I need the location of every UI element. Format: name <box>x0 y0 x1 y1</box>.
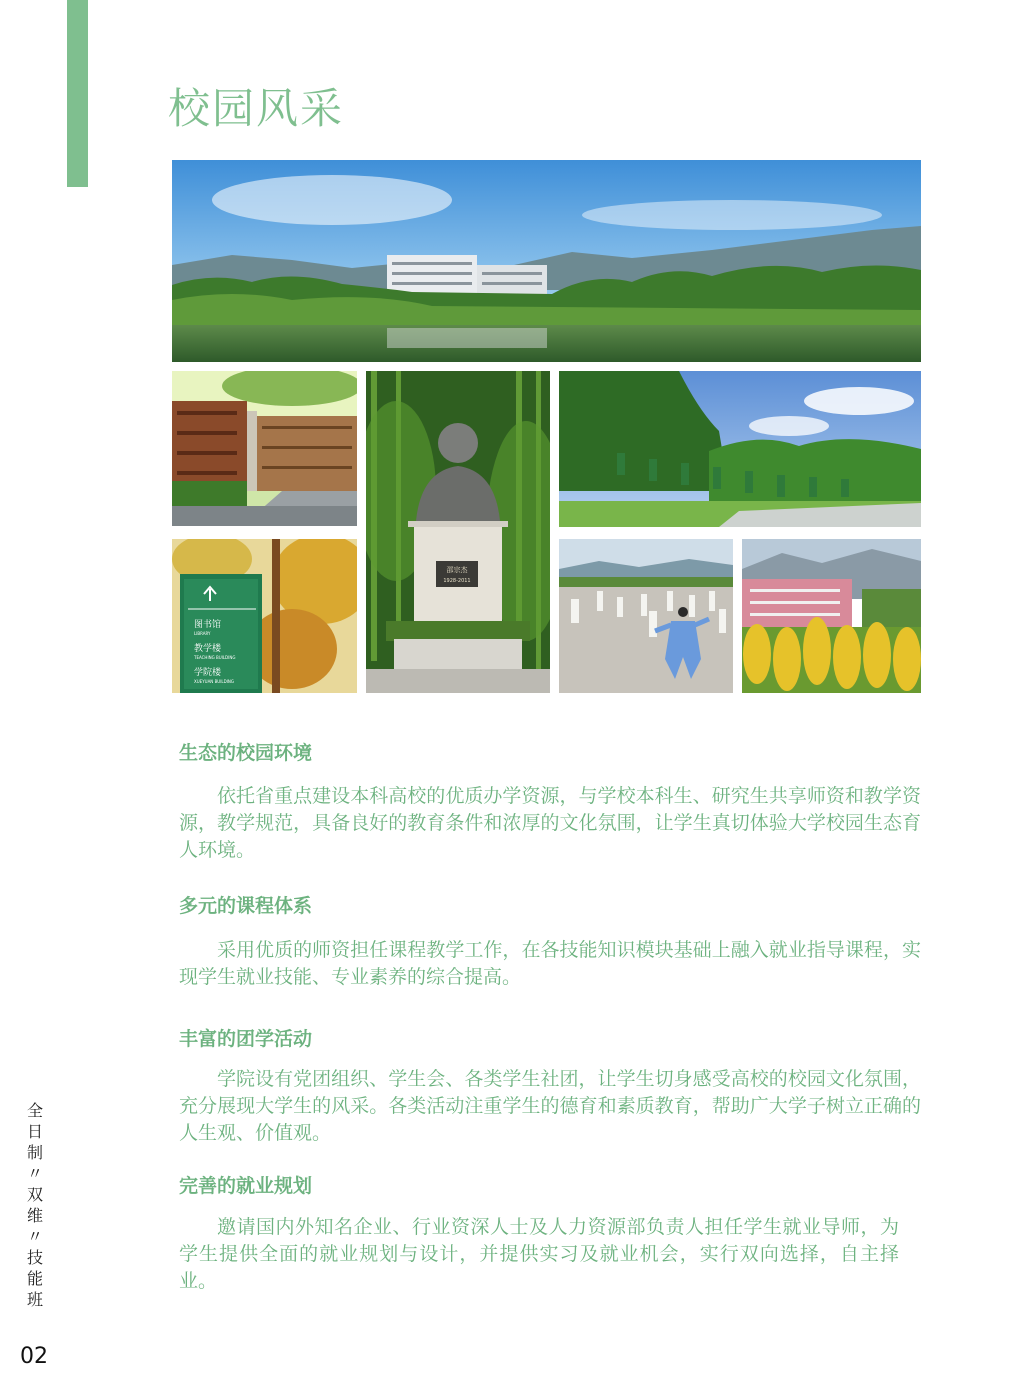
section-body-curriculum: 采用优质的师资担任课程教学工作，在各技能知识模块基础上融入就业指导课程，实现学生就业技能、专业素养的综合提高。 <box>179 939 921 988</box>
section-body-employment: 邀请国内外知名企业、行业资深人士及人力资源部负责人担任学生就业导师，为学生提供全面的就业规划与设计，并提供实习及就业机会，实行双向选择，自主择业。 <box>179 1216 899 1292</box>
sign-line-1-en: LIBRARY <box>194 631 211 636</box>
section-body-activities: 学院设有党团组织、学生会、各类学生社团，让学生切身感受高校的校园文化氛围，充分展现大学生的风采。各类活动注重学生的德育和素质教育，帮助广大学子树立正确的人生观、价值观。 <box>179 1068 921 1144</box>
garden-lawn-photo <box>559 371 921 527</box>
plaque-years: 1928-2011 <box>443 578 471 584</box>
page-title: 校园风采 <box>168 84 345 133</box>
tai-chi-photo <box>559 539 733 693</box>
sign-line-3-en: XUEYUAN BUILDING <box>194 679 234 684</box>
section-heading-activities: 丰富的团学活动 <box>179 1028 313 1050</box>
page-number: 02 <box>20 1344 48 1369</box>
section-heading-ecology: 生态的校园环境 <box>179 742 313 764</box>
sign-line-3: 学院楼 <box>194 668 222 678</box>
section-body-ecology: 依托省重点建设本科高校的优质办学资源，与学校本科生、研究生共享师资和教学资源，教学规范，具备良好的教育条件和浓厚的文化氛围，让学生真切体验大学校园生态育人环境。 <box>179 785 921 861</box>
sign-line-2-en: TEACHING BUILDING <box>194 655 236 660</box>
campus-lake-panorama-photo <box>172 160 921 362</box>
accent-bar <box>67 0 88 187</box>
signpost-photo <box>172 539 357 693</box>
plaque-name: 邵宗杰 <box>446 566 468 574</box>
campus-gate-photo <box>172 371 357 526</box>
autumn-campus-photo <box>742 539 921 693</box>
statue-photo <box>366 371 550 693</box>
sign-line-1: 图书馆 <box>194 620 222 630</box>
sign-line-2: 教学楼 <box>194 644 222 654</box>
side-program-label: 全日制〃双维〃技能班 <box>26 1101 43 1309</box>
section-heading-employment: 完善的就业规划 <box>179 1175 313 1197</box>
section-heading-curriculum: 多元的课程体系 <box>179 895 313 917</box>
